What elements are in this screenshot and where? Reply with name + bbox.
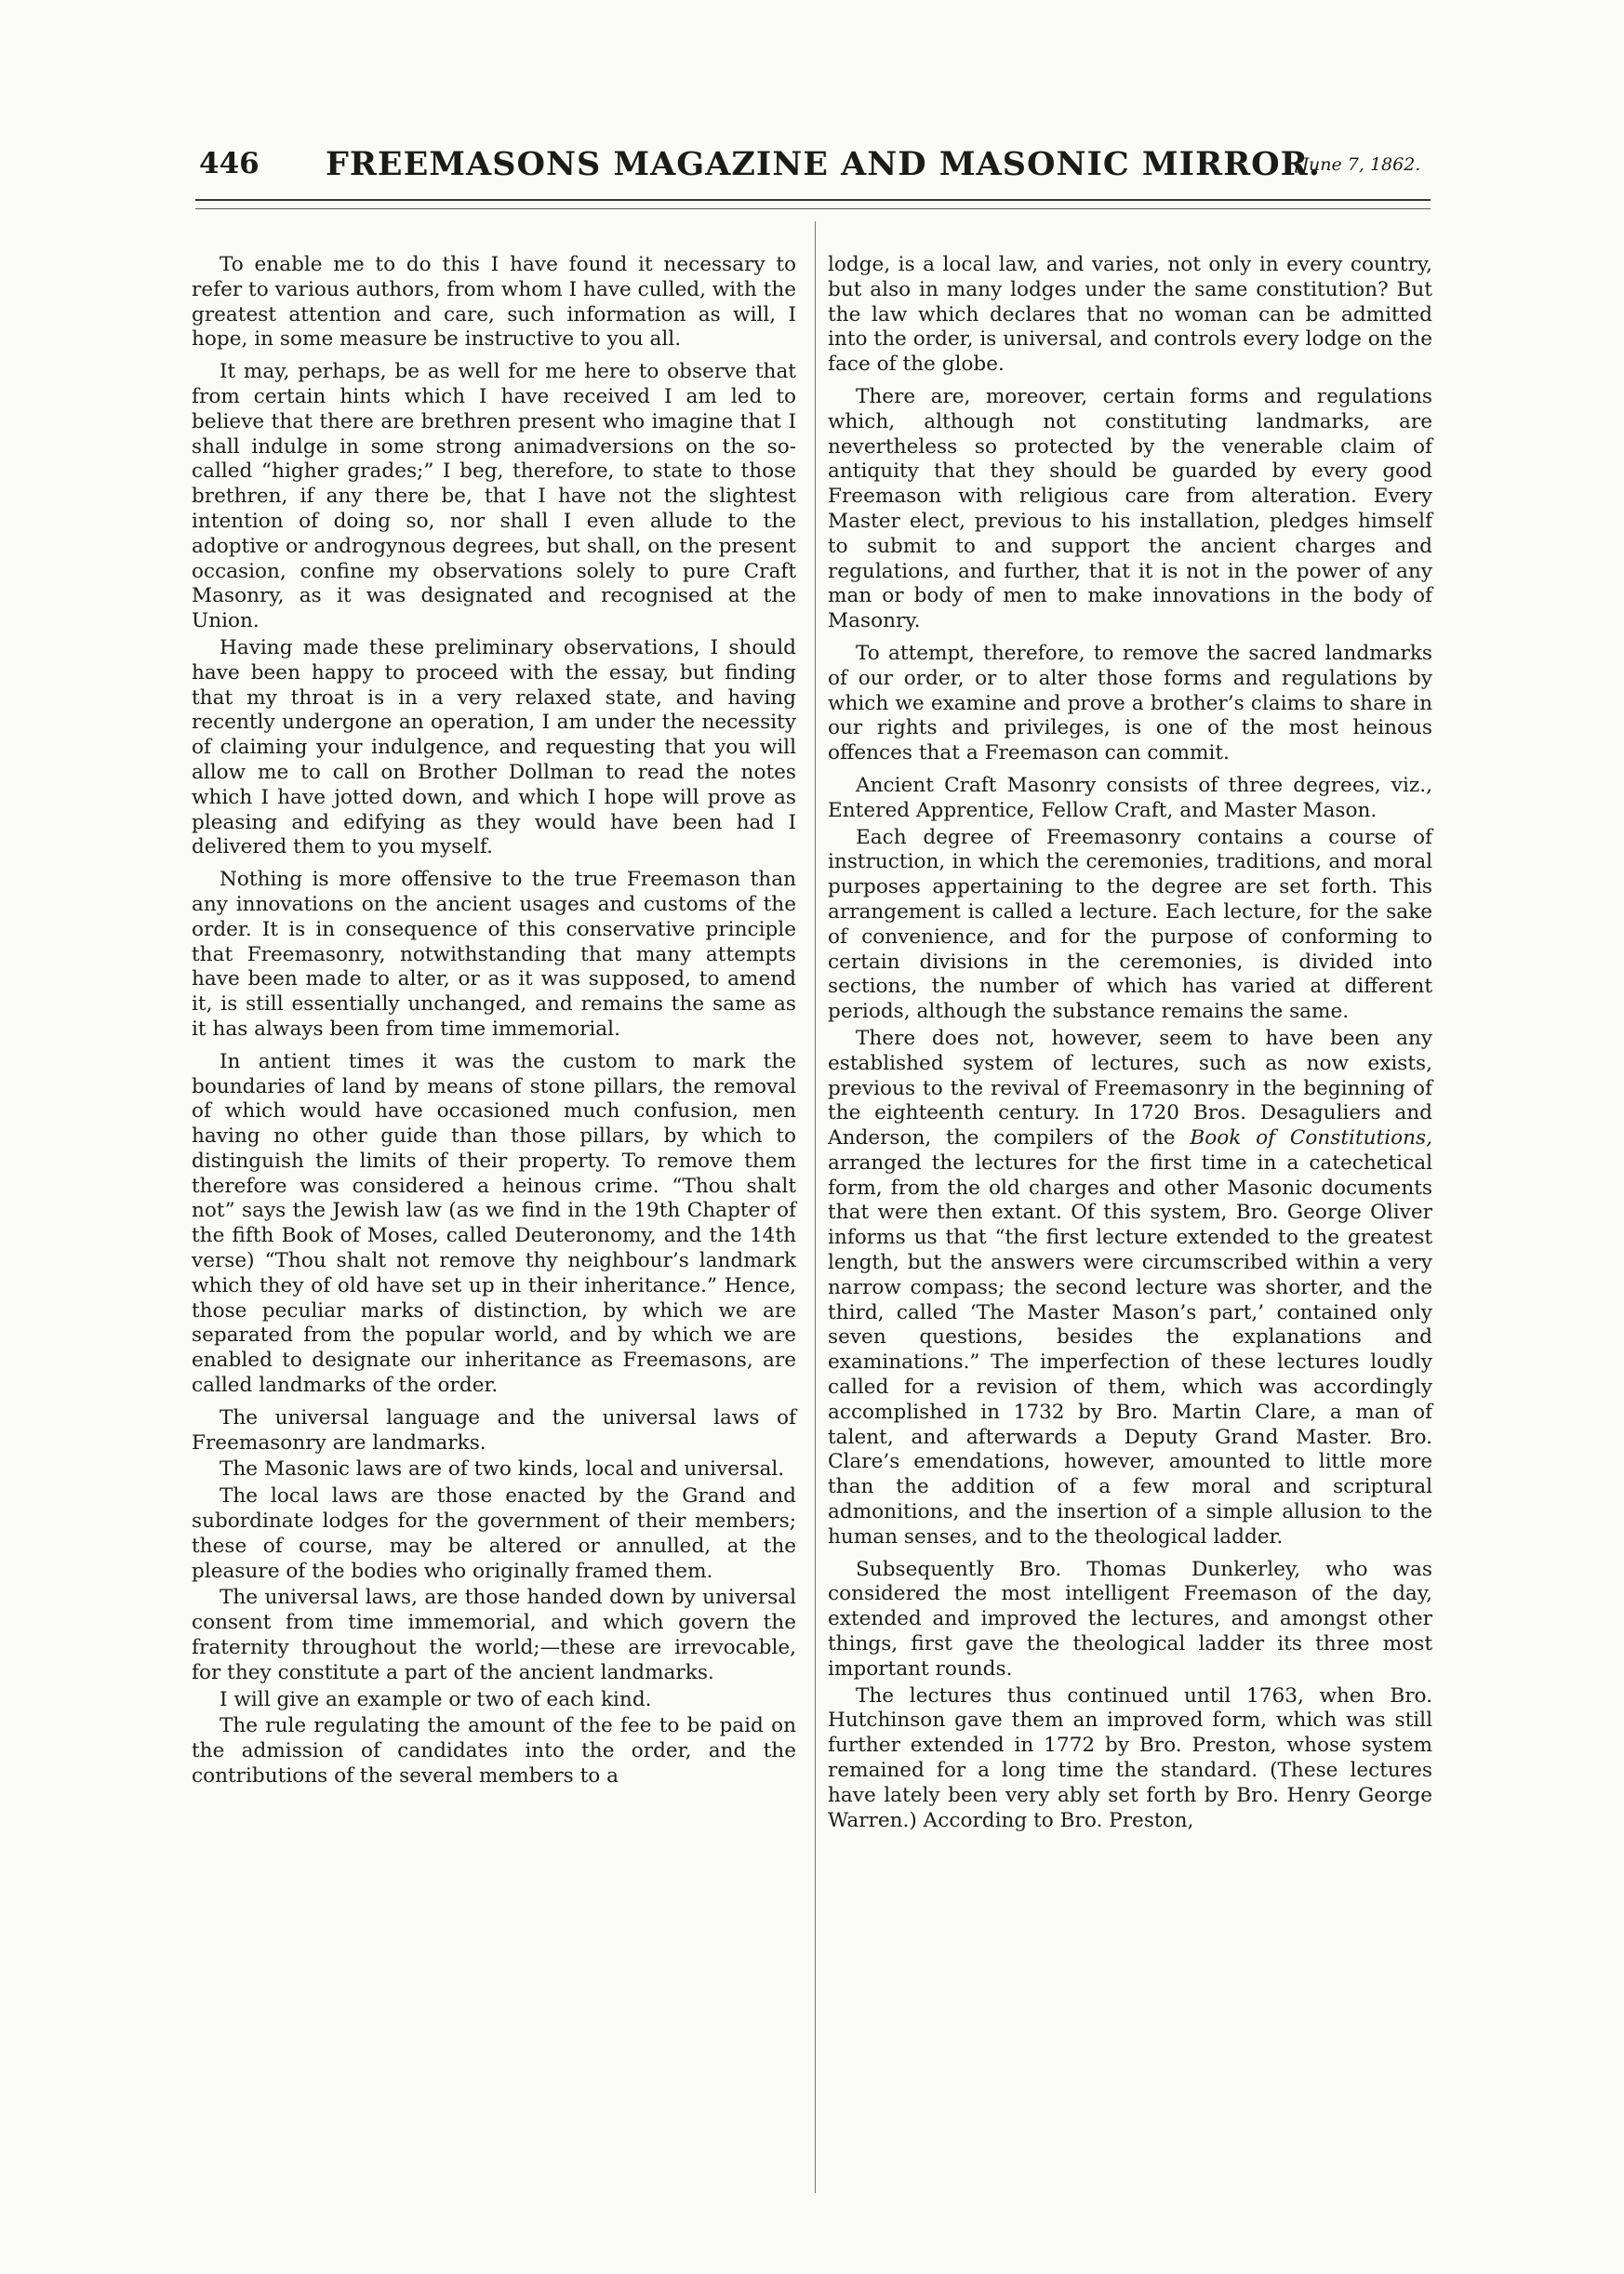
- issue-date: [June 7, 1862.: [1295, 154, 1421, 175]
- paragraph: There are, moreover, certain forms and regulations which, although not constituting landmarks, are nevertheless so protected by the venerable claim of antiquity that they should be guarded by every good Freemason with religious care from alteration. Every Master elect, previous to his installation, pledges himself to submit to and support the ancient charges and regulations, and further, that it is not in the power of any man or body of men to make innovations in the body of Masonry.: [828, 384, 1432, 633]
- paragraph: The Masonic laws are of two kinds, local and universal.: [220, 1457, 785, 1482]
- paragraph: The universal laws, are those handed down by universal consent from time immemorial, and which govern the fraternity throughout the world;—these are irrevocable, for they constitute a part of the ancient landmarks.: [192, 1586, 796, 1684]
- paragraph: To enable me to do this I have found it necessary to refer to various authors, from whom I have culled, with the greatest attention and care, such information as will, I hope, in some measure be instructive to you all.: [192, 253, 797, 352]
- header-rule: [195, 199, 1431, 201]
- right-column: [828, 253, 1432, 1835]
- paragraph-continued: lodge, is a local law, and varies, not only in every country, but also in many lodges under the same constitution? But the law which declares that no woman can be admitted into the order, is universal, and controls every lodge on the face of the globe.: [828, 253, 1432, 377]
- column-divider: [815, 221, 816, 2193]
- paragraph: The lectures thus continued until 1763, when Bro. Hutchinson gave them an improved form, which was still further extended in 1772 by Bro. Preston, whose system remained for a long time the standard. (These lectures have lately been very ably set forth by Bro. Henry George Warren.) According to Bro. Preston,: [828, 1683, 1432, 1832]
- paragraph: The universal language and the universal laws of Freemasonry are landmarks.: [192, 1405, 796, 1455]
- paragraph: Having made these preliminary observations, I should have been happy to proceed with the essay, but finding that my throat is in a very relaxed state, and having recently undergone an operation, I am under the necessity of claiming your indulgence, and requesting that you will allow me to call on Brother Dollman to read the notes which I have jotted down, and which I hope will prove as pleasing and edifying as they would have been had I delivered them to you myself.: [192, 635, 796, 859]
- paragraph: Ancient Craft Masonry consists of three degrees, viz., Entered Apprentice, Fellow Craft, and Master Mason.: [828, 773, 1432, 822]
- paragraph: I will give an example or two of each kind.: [220, 1687, 652, 1711]
- book-title: Book of Constitutions,: [1190, 1126, 1432, 1150]
- text-run: There does not, however, seem to have been any established system of lectures, such as now exists, previous to the revival of Freemasonry in the beginning of the eighteenth century. In 1720 Bros. Desaguliers and Anderson, the compilers of the: [828, 1026, 1432, 1150]
- paragraph: Subsequently Bro. Thomas Dunkerley, who was considered the most intelligent Freemason of the day, extended and improved the lectures, and amongst other things, first gave the theological ladder its three most important rounds.: [828, 1557, 1432, 1681]
- paragraph: [828, 1027, 1432, 1550]
- header-rule-thin: [195, 208, 1431, 209]
- text-run: arranged the lectures for the first time in a catechetical form, from the old charges and other Masonic documents that were then extant. Of this system, Bro. George Oliver informs us that “the first lecture extended to the greatest length, but the answers were circumscribed within a very narrow compass; the second lecture was shorter, and the third, called ‘The Master Mason’s part,’ contained only seven questions, besides the explanations and examinations.” The imperfection of these lectures loudly called for a revision of them, which was accordingly accomplished in 1732 by Bro. Martin Clare, a man of talent, and afterwards a Deputy Grand Master. Bro. Clare’s emendations, however, amounted to little more than the addition of a few moral and scriptural admonitions, and the insertion of a simple allusion to the human senses, and to the theological ladder.: [828, 1150, 1432, 1549]
- paragraph: Each degree of Freemasonry contains a course of instruction, in which the ceremonies, traditions, and moral purposes appertaining to the degree are set forth. This arrangement is called a lecture. Each lecture, for the sake of convenience, and for the purpose of conforming to certain divisions in the ceremonies, is divided into sections, the number of which has varied at different periods, although the substance remains the same.: [828, 825, 1432, 1024]
- paragraph: It may, perhaps, be as well for me here to observe that from certain hints which I have received I am led to believe that there are brethren present who imagine that I shall indulge in some strong animadversions on the so-called “higher grades;” I beg, therefore, to state to those brethren, if any there be, that I have not the slightest intention of doing so, nor shall I even allude to the adoptive or androgynous degrees, but shall, on the present occasion, confine my observations solely to pure Craft Masonry, as it was designated and recognised at the Union.: [192, 360, 796, 633]
- paragraph: To attempt, therefore, to remove the sacred landmarks of our order, or to alter those forms and regulations by which we examine and prove a brother’s claims to share in our rights and privileges, is one of the most heinous offences that a Freemason can commit.: [828, 641, 1432, 765]
- paragraph: Nothing is more offensive to the true Freemason than any innovations on the ancient usages and customs of the order. It is in consequence of this conservative principle that Freemasonry, notwithstanding that many attempts have been made to alter, or as it was supposed, to amend it, is still essentially unchanged, and remains the same as it has always been from time immemorial.: [192, 868, 796, 1041]
- paragraph: The local laws are those enacted by the Grand and subordinate lodges for the government of their members; these of course, may be altered or annulled, at the pleasure of the bodies who originally framed them.: [192, 1484, 796, 1583]
- left-column: [192, 253, 796, 1791]
- paragraph: The rule regulating the amount of the fee to be paid on the admission of candidates into the order, and the contributions of the several members to a: [192, 1714, 796, 1789]
- paragraph: In antient times it was the custom to mark the boundaries of land by means of stone pillars, the removal of which would have occasioned much confusion, men having no other guide than those pillars, by which to distinguish the limits of their property. To remove them therefore was considered a heinous crime. “Thou shalt not” says the Jewish law (as we find in the 19th Chapter of the fifth Book of Moses, called Deuteronomy, and the 14th verse) “Thou shalt not remove thy neighbour’s landmark which they of old have set up in their inheritance.” Hence, those peculiar marks of distinction, by which we are separated from the popular world, and by which we are enabled to designate our inheritance as Freemasons, are called landmarks of the order.: [192, 1049, 796, 1398]
- running-title: FREEMASONS MAGAZINE AND MASONIC MIRROR.: [326, 145, 1321, 183]
- page-number: 446: [199, 147, 260, 180]
